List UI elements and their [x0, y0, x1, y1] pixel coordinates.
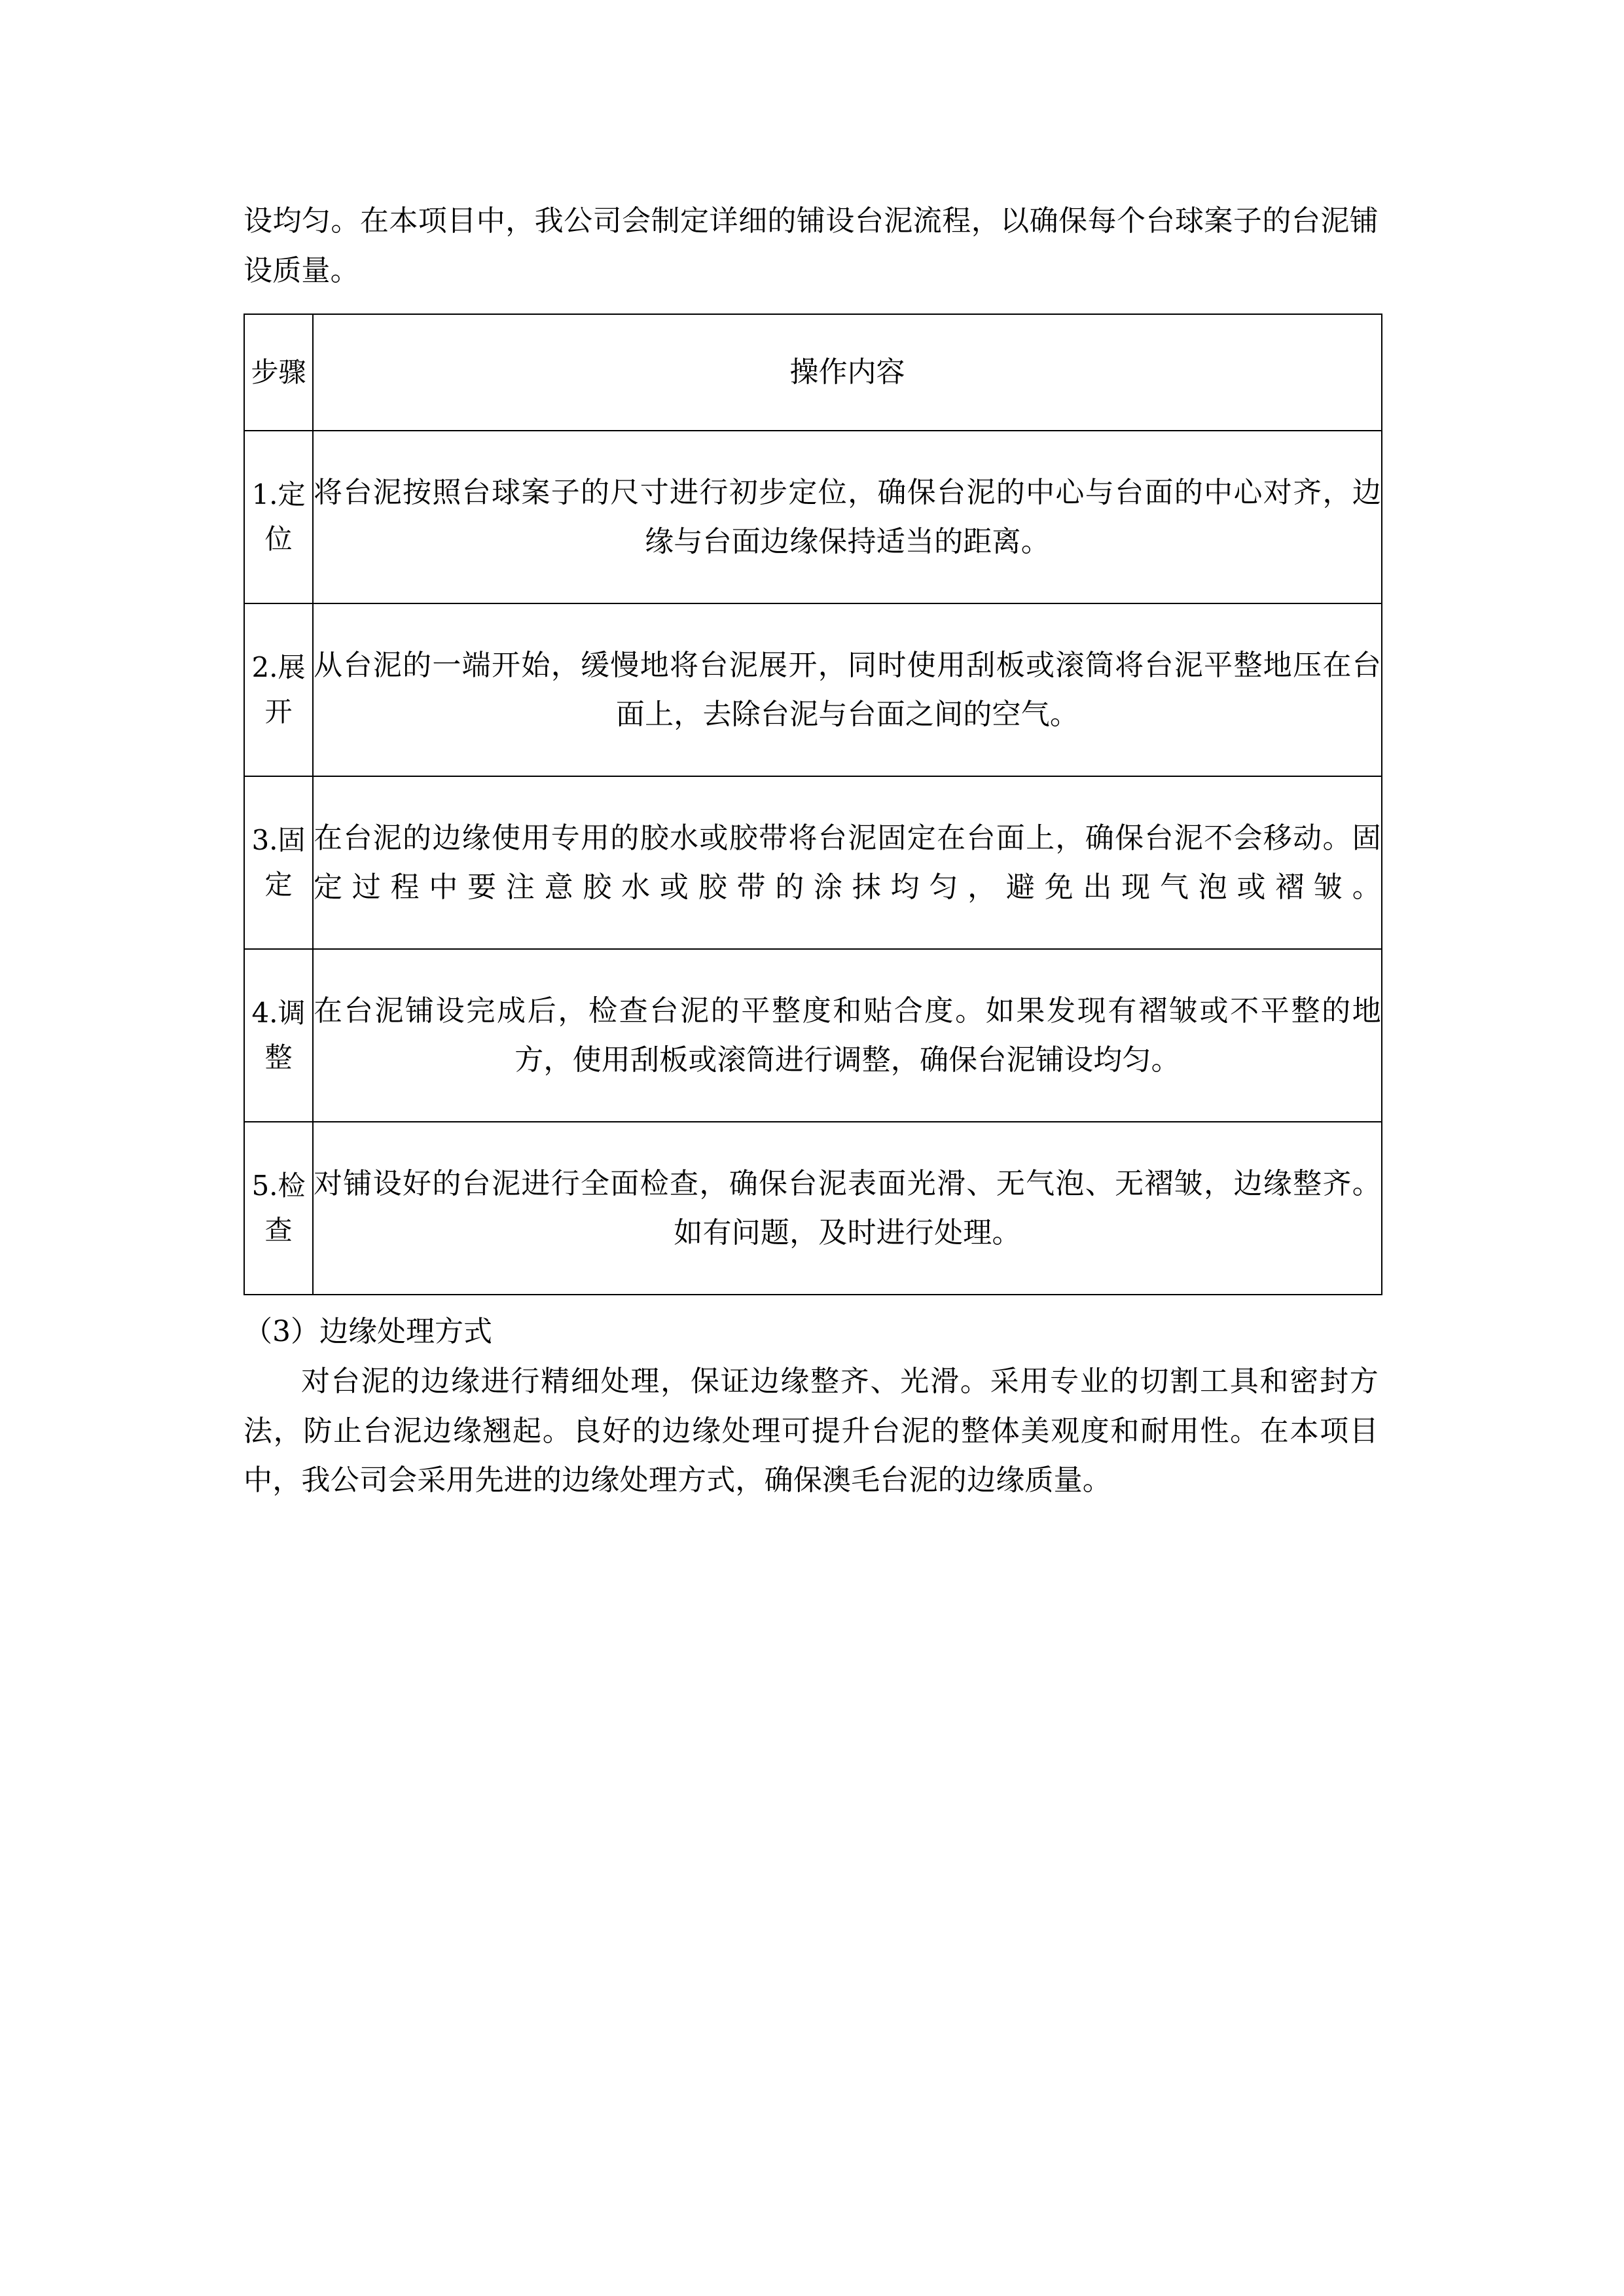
- cell-content: [313, 603, 1382, 776]
- step-content: 在台泥铺设完成后，检查台泥的平整度和贴合度。如果发现有褶皱或不平整的地方，使用刮板或滚筒进行调整，确保台泥铺设均匀。: [314, 994, 1381, 1077]
- cell-step: [244, 603, 313, 776]
- step-content: 对铺设好的台泥进行全面检查，确保台泥表面光滑、无气泡、无褶皱，边缘整齐。如有问题，及时进行处理。: [314, 1166, 1381, 1250]
- header-step-label: 步骤: [251, 356, 306, 389]
- step-content: 从台泥的一端开始，缓慢地将台泥展开，同时使用刮板或滚筒将台泥平整地压在台面上，去除台泥与台面之间的空气。: [314, 648, 1381, 732]
- cell-step: [244, 776, 313, 949]
- cell-step: [244, 1122, 313, 1295]
- header-content-label: 操作内容: [789, 355, 905, 389]
- spacer-after-table: [244, 1295, 1379, 1307]
- step-content: 在台泥的边缘使用专用的胶水或胶带将台泥固定在台面上，确保台泥不会移动。固定过程中要注意胶水或胶带的涂抹均匀，避免出现气泡或褶皱。: [314, 821, 1381, 905]
- cell-content: [313, 431, 1382, 603]
- cell-step: [244, 431, 313, 603]
- header-cell-content: [313, 314, 1382, 431]
- page-content: [244, 196, 1379, 1505]
- intro-paragraph: 设均匀。在本项目中，我公司会制定详细的铺设台泥流程，以确保每个台球案子的台泥铺设质量。: [244, 204, 1379, 287]
- cell-content: [313, 1122, 1382, 1295]
- header-cell-step: [244, 314, 313, 431]
- spacer-before-table: [244, 295, 1379, 314]
- step-label: 3.固定: [251, 824, 306, 901]
- section-heading: （3）边缘处理方式: [244, 1315, 492, 1349]
- step-label: 4.调整: [251, 997, 306, 1074]
- table-row: [244, 431, 1382, 603]
- table-header-row: [244, 314, 1382, 431]
- step-content: 将台泥按照台球案子的尺寸进行初步定位，确保台泥的中心与台面的中心对齐，边缘与台面边缘保持适当的距离。: [314, 475, 1381, 559]
- step-label: 1.定位: [251, 478, 306, 556]
- table-row: [244, 603, 1382, 776]
- cell-content: [313, 949, 1382, 1122]
- table-row: [244, 776, 1382, 949]
- table-row: [244, 949, 1382, 1122]
- cell-step: [244, 949, 313, 1122]
- step-label: 5.检查: [251, 1170, 306, 1247]
- section-paragraph: 对台泥的边缘进行精细处理，保证边缘整齐、光滑。采用专业的切割工具和密封方法，防止台泥边缘翘起。良好的边缘处理可提升台泥的整体美观度和耐用性。在本项目中，我公司会采用先进的边缘处理方式，确保澳毛台泥的边缘质量。: [244, 1365, 1379, 1498]
- steps-table: [244, 314, 1382, 1295]
- step-label: 2.展开: [251, 651, 306, 728]
- table-row: [244, 1122, 1382, 1295]
- cell-content: [313, 776, 1382, 949]
